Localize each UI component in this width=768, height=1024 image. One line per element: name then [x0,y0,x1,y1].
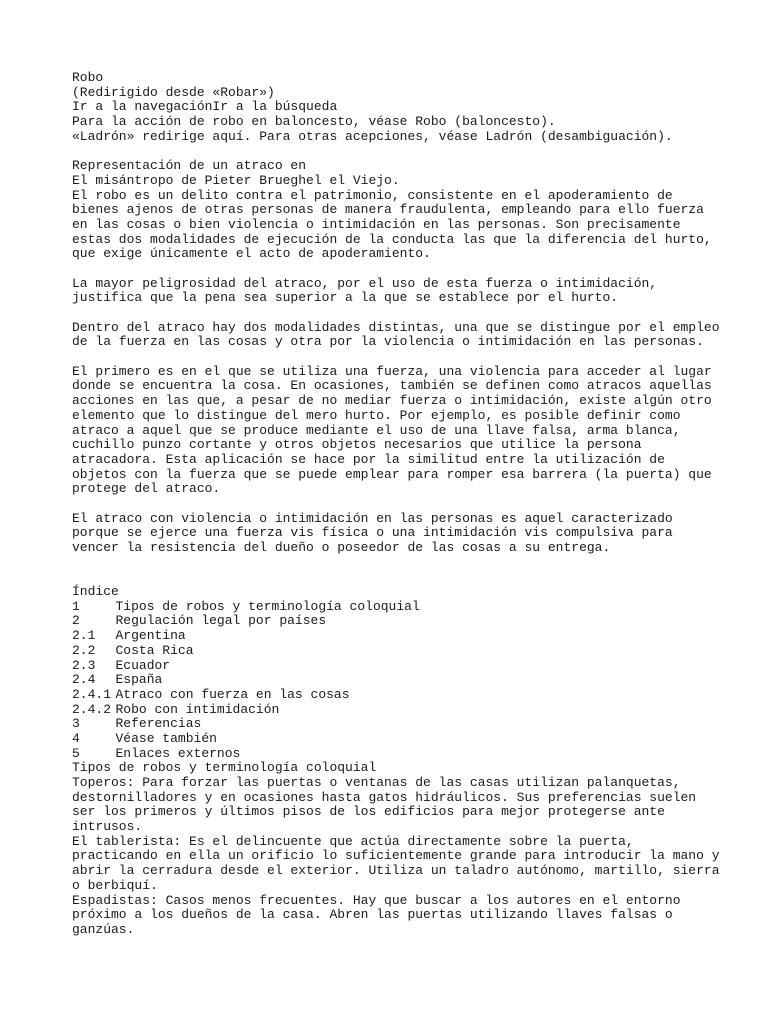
toc-item[interactable] [72,717,712,732]
toc-item-label[interactable]: Enlaces externos [115,745,241,761]
toc-item-number: 5 [72,745,80,761]
text-line: protege del atraco. [72,481,221,497]
toc-item-label[interactable]: Argentina [115,628,186,644]
text-line: ser los primeros y últimos pisos de los edificios para mejor protegerse ante [72,804,665,820]
text-line: de la fuerza en las cosas y otra por la violencia o intimidación en las personas. [72,334,704,350]
toc-item[interactable] [72,629,712,644]
text-line: que exige únicamente el acto de apoderamiento. [72,246,431,262]
navigation-links[interactable]: Ir a la navegaciónIr a la búsqueda [72,99,338,115]
toc-item-label[interactable]: Costa Rica [115,642,194,658]
text-line: Espadistas: Casos menos frecuentes. Hay que buscar a los autores en el entorno [72,892,681,908]
text-line: Toperos: Para forzar las puertas o ventanas de las casas utilizan palanquetas, [72,775,681,791]
paragraph-fuerza [72,365,712,497]
toc-item[interactable] [72,703,712,718]
text-line: practicando en ella un orificio lo suficientemente grande para introducir la mano y [72,848,720,864]
text-line: destornilladores y en ocasiones hasta gatos hidráulicos. Sus preferencias suelen [72,789,697,805]
text-line: atraco a aquel que se produce mediante el uso de una llave falsa, arma blanca, [72,422,681,438]
spacer [72,350,712,365]
text-line: cuchillo punzo cortante y otros objetos necesarios que utilice la persona [72,437,642,453]
text-line: en las cosas o bien violencia o intimidación en las personas. Son precisamente [72,216,681,232]
text-line: Dentro del atraco hay dos modalidades distintas, una que se distingue por el empleo [72,319,720,335]
toc-item-number: 4 [72,730,80,746]
text-line: estas dos modalidades de ejecución de la conducta las que la diferencia del hurto, [72,231,712,247]
toc-item-number: 2.4 [72,672,96,688]
hatnote-baloncesto: Para la acción de robo en baloncesto, véase Robo (baloncesto). [72,114,556,130]
toc-item-number: 2 [72,613,80,629]
text-line: La mayor peligrosidad del atraco, por el uso de esta fuerza o intimidación, [72,275,658,291]
toc-item-number: 3 [72,716,80,732]
toc-item-number: 2.1 [72,628,96,644]
text-line: El tablerista: Es el delincuente que actúa directamente sobre la puerta, [72,833,634,849]
image-caption [72,159,712,188]
toc-item-number: 2.2 [72,642,96,658]
text-line: próximo a los dueños de la casa. Abren las puertas utilizando llaves falsas o [72,907,673,923]
toc-item-label[interactable]: Referencias [115,716,202,732]
toc-item-label[interactable]: Regulación legal por países [115,613,327,629]
paragraph-modalidades [72,319,720,350]
spacer [72,262,712,277]
article-title: Robo [72,70,104,85]
toc-item-label[interactable]: Véase también [115,730,217,746]
text-line: donde se encuentra la cosa. En ocasiones, también se definen como atracos aquellas [72,378,712,394]
spacer [72,497,712,512]
text-line: justifica que la pena sea superior a la que se establece por el hurto. [72,290,619,306]
toc-item-label[interactable]: Robo con intimidación [115,701,280,717]
text-line: acciones en las que, a pesar de no mediar fuerza o intimidación, existe algún otro [72,393,712,409]
section-tipos [72,760,720,937]
toc-item-number: 1 [72,598,80,614]
text-line: o berbiquí. [72,877,158,893]
toc-item[interactable] [72,673,712,688]
toc-heading: Índice [72,584,119,600]
caption-line: El misántropo de Pieter Brueghel el Viejo. [72,172,400,188]
text-line: vencer la resistencia del dueño o poseedor de las cosas a su entrega. [72,540,611,555]
hatnote-ladron: «Ladrón» redirige aquí. Para otras acepciones, véase Ladrón (desambiguación). [72,128,673,144]
toc-item[interactable] [72,732,712,747]
text-line: El primero es en el que se utiliza una fuerza, una violencia para acceder al lugar [72,363,712,379]
spacer [72,306,712,321]
toc-item-number: 2.4.2 [72,701,112,717]
paragraph-definition [72,189,712,262]
text-line: atracadora. Esta aplicación se hace por la similitud entre la utilización de [72,451,665,467]
toc-item-label[interactable]: España [115,672,163,688]
toc-list [72,600,712,762]
caption-line: Representación de un atraco en [72,158,307,174]
document-page [72,70,720,938]
table-of-contents [72,585,712,761]
spacer [72,144,712,159]
spacer [72,556,712,585]
text-line: El atraco con violencia o intimidación en las personas es aquel caracterizado [72,510,673,526]
text-line: intrusos. [72,819,143,835]
paragraph-violencia [72,512,712,556]
text-line: El robo es un delito contra el patrimonio, consistente en el apoderamiento de [72,187,673,203]
text-line: porque se ejerce una fuerza vis física o una intimidación vis compulsiva para [72,525,673,541]
toc-item-number: 2.4.1 [72,686,112,702]
toc-item-number: 2.3 [72,657,96,673]
redirect-note: (Redirigido desde «Robar») [72,84,275,100]
toc-item[interactable] [72,644,712,659]
toc-item[interactable] [72,747,712,762]
toc-item[interactable] [72,614,712,629]
toc-item-label[interactable]: Tipos de robos y terminología coloquial [115,598,420,614]
paragraph-peligrosidad [72,277,712,306]
section-heading: Tipos de robos y terminología coloquial [72,760,377,776]
text-line: objetos con la fuerza que se puede emplear para romper esa barrera (la puerta) que [72,466,712,482]
toc-item[interactable] [72,600,712,615]
toc-item-label[interactable]: Atraco con fuerza en las cosas [115,686,350,702]
text-line: bienes ajenos de otras personas de manera fraudulenta, empleando para ello fuerza [72,202,704,218]
toc-item[interactable] [72,659,712,674]
text-line: elemento que lo distingue del mero hurto. Por ejemplo, es posible definir como [72,407,681,423]
toc-item[interactable] [72,688,712,703]
toc-item-label[interactable]: Ecuador [115,657,171,673]
text-line: ganzúas. [72,921,135,937]
text-line: abrir la cerradura desde el exterior. Utiliza un taladro autónomo, martillo, sierra [72,863,720,879]
